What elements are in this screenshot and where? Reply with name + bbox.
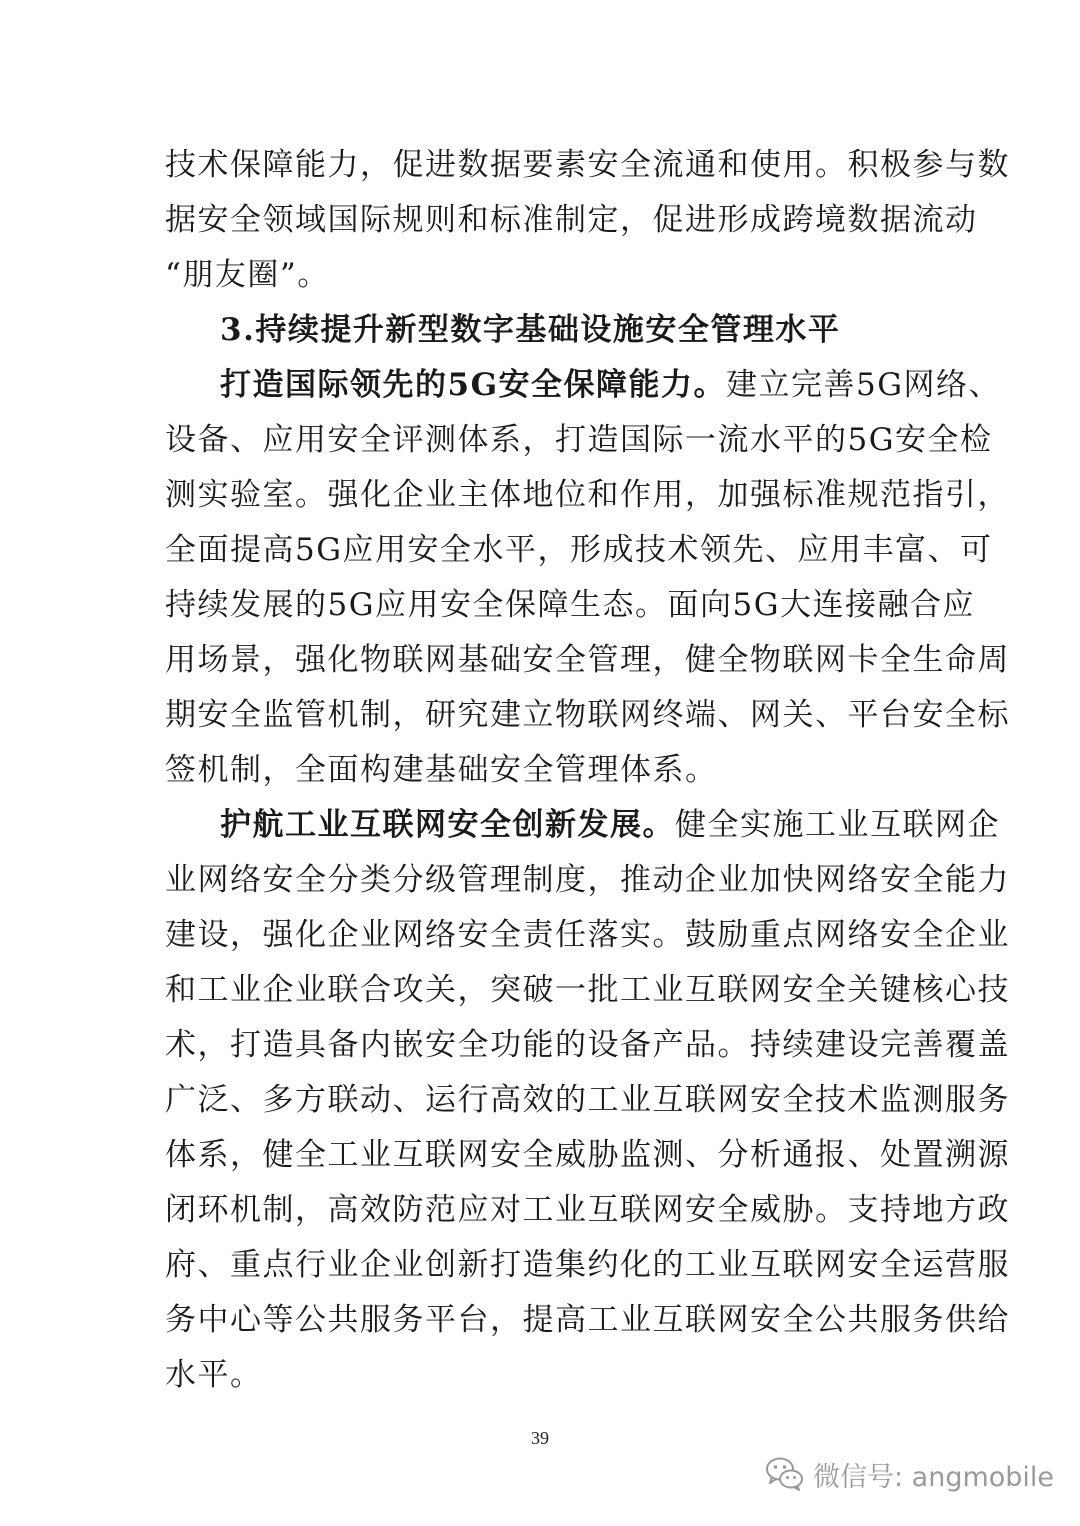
text-line: 体系，健全工业互联网安全威胁监测、分析通报、处置溯源 — [165, 1137, 1010, 1173]
text-line: “朋友圈”。 — [165, 257, 330, 293]
paragraph-lead-title: 护航工业互联网安全创新发展。 — [220, 807, 675, 843]
text-line: 术，打造具备内嵌安全功能的设备产品。持续建设完善覆盖 — [165, 1027, 1010, 1063]
paragraph-lead-iiot — [220, 805, 1000, 845]
page-number: 39 — [531, 1428, 549, 1448]
paragraph-lead-5g — [220, 365, 1002, 405]
text-line: 签机制，全面构建基础安全管理体系。 — [165, 752, 718, 788]
text-line: 府、重点行业企业创新打造集约化的工业互联网安全运营服 — [165, 1247, 1010, 1283]
text-line: 全面提高5G应用安全水平，形成技术领先、应用丰富、可 — [165, 532, 993, 568]
section-heading: 3.持续提升新型数字基础设施安全管理水平 — [220, 312, 841, 348]
text-line: 闭环机制，高效防范应对工业互联网安全威胁。支持地方政 — [165, 1192, 1010, 1228]
text-line: 测实验室。强化企业主体地位和作用，加强标准规范指引， — [165, 477, 1010, 513]
watermark — [763, 1452, 1054, 1496]
text-line: 务中心等公共服务平台，提高工业互联网安全公共服务供给 — [165, 1302, 1010, 1338]
text-line: 技术保障能力，促进数据要素安全流通和使用。积极参与数 — [165, 147, 1010, 183]
text-line: 广泛、多方联动、运行高效的工业互联网安全技术监测服务 — [165, 1082, 1010, 1118]
wechat-icon — [763, 1452, 807, 1496]
paragraph-lead-text: 健全实施工业互联网企 — [675, 807, 1000, 843]
text-line: 业网络安全分类分级管理制度，推动企业加快网络安全能力 — [165, 862, 1010, 898]
text-line: 持续发展的5G应用安全保障生态。面向5G大连接融合应 — [165, 587, 975, 623]
watermark-text: 微信号: angmobile — [813, 1461, 1055, 1493]
text-line: 和工业企业联合攻关，突破一批工业互联网安全关键核心技 — [165, 972, 1010, 1008]
text-line: 设备、应用安全评测体系，打造国际一流水平的5G安全检 — [165, 422, 993, 458]
text-line: 水平。 — [165, 1357, 263, 1393]
paragraph-lead-title: 打造国际领先的5G安全保障能力。 — [220, 367, 727, 403]
text-line: 据安全领域国际规则和标准制定，促进形成跨境数据流动 — [165, 202, 978, 238]
text-line: 期安全监管机制，研究建立物联网终端、网关、平台安全标 — [165, 697, 1010, 733]
text-line: 用场景，强化物联网基础安全管理，健全物联网卡全生命周 — [165, 642, 1010, 678]
text-line: 建设，强化企业网络安全责任落实。鼓励重点网络安全企业 — [165, 917, 1010, 953]
paragraph-lead-text: 建立完善5G网络、 — [726, 367, 1002, 403]
